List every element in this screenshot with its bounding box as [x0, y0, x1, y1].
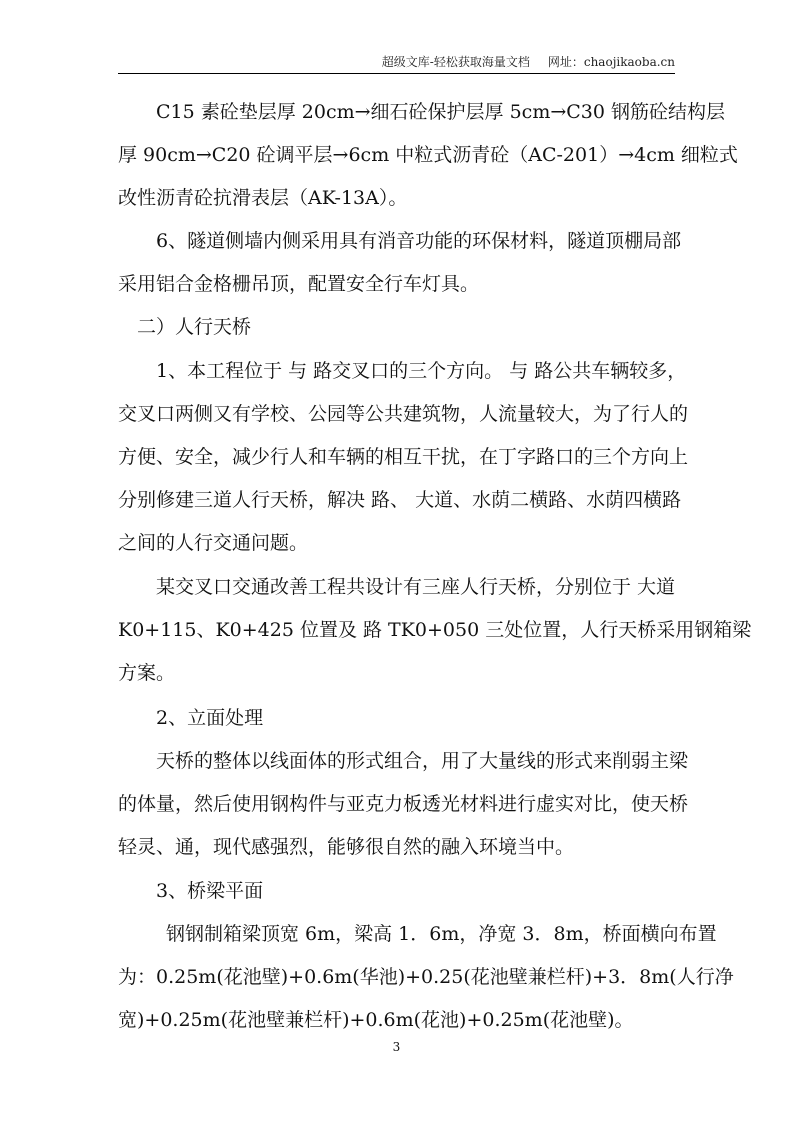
page-number: 3	[392, 1040, 401, 1054]
text-line: 方便、安全，减少行人和车辆的相互干扰，在丁字路口的三个方向上	[118, 446, 689, 468]
text-line: 某交叉口交通改善工程共设计有三座人行天桥，分别位于 大道	[156, 576, 676, 598]
text-line: 厚 90cm→C20 砼调平层→6cm 中粒式沥青砼（AC-201）→4cm 细粒式	[118, 144, 738, 166]
text-line: 钢钢制箱梁顶宽 6m，梁高 1．6m，净宽 3．8m，桥面横向布置	[166, 923, 717, 945]
text-line: 之间的人行交通问题。	[118, 532, 309, 554]
text-line: 宽)+0.25m(花池壁兼栏杆)+0.6m(花池)+0.25m(花池壁)。	[118, 1009, 634, 1031]
header-title: 超级文库-轻松获取海量文档	[381, 55, 530, 69]
section-heading: 二）人行天桥	[137, 316, 252, 338]
page-header	[364, 53, 675, 70]
subsection-heading: 3、桥梁平面	[156, 880, 264, 902]
text-line: 改性沥青砼抗滑表层（AK-13A）。	[118, 187, 408, 209]
subsection-heading: 2、立面处理	[156, 707, 264, 729]
text-line: 采用铝合金格栅吊顶，配置安全行车灯具。	[118, 273, 480, 295]
text-line: 1、本工程位于 与 路交叉口的三个方向。 与 路公共车辆较多，	[156, 360, 687, 382]
header-rule	[118, 73, 675, 74]
header-site: 网址：chaojikaoba.cn	[547, 55, 675, 69]
text-line: 方案。	[118, 662, 176, 684]
text-line: K0+115、K0+425 位置及 路 TK0+050 三处位置，人行天桥采用钢箱梁	[118, 619, 752, 641]
text-line: 分别修建三道人行天桥，解决 路、 大道、水荫二横路、水荫四横路	[118, 489, 682, 511]
text-line: 天桥的整体以线面体的形式组合，用了大量线的形式来削弱主梁	[156, 750, 689, 772]
text-line: 的体量，然后使用钢构件与亚克力板透光材料进行虚实对比，使天桥	[118, 793, 689, 815]
text-line: 轻灵、通，现代感强烈，能够很自然的融入环境当中。	[118, 836, 575, 858]
text-line: 为：0.25m(花池壁)+0.6m(华池)+0.25(花池壁兼栏杆)+3．8m(人行净	[118, 966, 734, 988]
text-line: 6、隧道侧墙内侧采用具有消音功能的环保材料，隧道顶棚局部	[156, 230, 682, 252]
text-line: 交叉口两侧又有学校、公园等公共建筑物，人流量较大，为了行人的	[118, 403, 689, 425]
text-line: C15 素砼垫层厚 20cm→细石砼保护层厚 5cm→C30 钢筋砼结构层	[156, 101, 726, 123]
